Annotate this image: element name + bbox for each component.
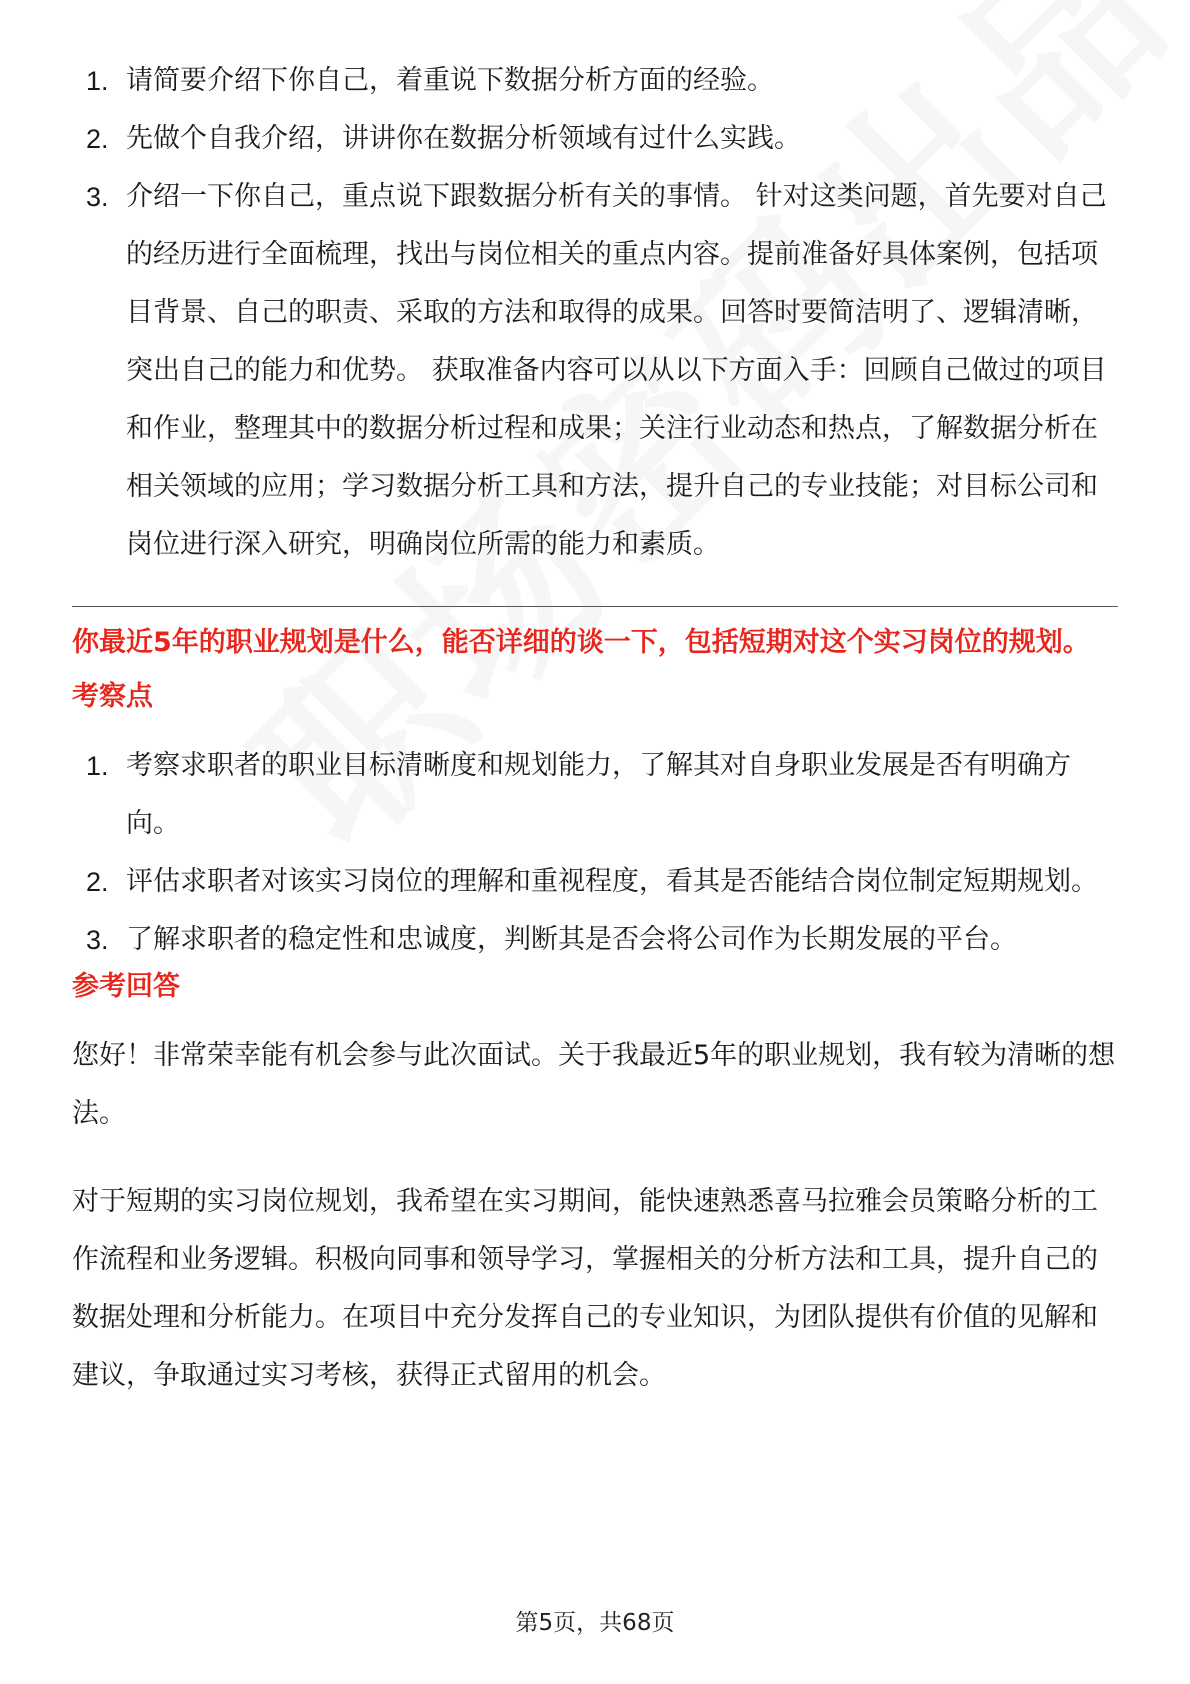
list-item	[72, 52, 1118, 110]
page-footer: 第5页，共68页	[515, 1610, 675, 1636]
list-text: 评估求职者对该实习岗位的理解和重视程度，看其是否能结合岗位制定短期规划。	[126, 866, 1098, 897]
intro-question-list	[72, 52, 1118, 574]
answer-heading: 参考回答	[72, 971, 180, 1002]
list-item	[72, 911, 1118, 969]
section-divider	[72, 606, 1118, 607]
list-text: 考察求职者的职业目标清晰度和规划能力，了解其对自身职业发展是否有明确方向。	[126, 750, 1071, 839]
list-text: 先做个自我介绍，讲讲你在数据分析领域有过什么实践。	[126, 123, 801, 154]
answer-paragraph: 对于短期的实习岗位规划，我希望在实习期间，能快速熟悉喜马拉雅会员策略分析的工作流程和业务逻辑。积极向同事和领导学习，掌握相关的分析方法和工具，提升自己的数据处理和分析能力。在项目中充分发挥自己的专业知识，为团队提供有价值的见解和建议，争取通过实习考核，获得正式留用的机会。	[72, 1186, 1098, 1391]
focus-list	[72, 737, 1118, 969]
list-number: 3.	[86, 925, 109, 955]
interview-question: 你最近5年的职业规划是什么，能否详细的谈一下，包括短期对这个实习岗位的规划。	[72, 627, 1090, 658]
answer-paragraph: 您好！非常荣幸能有机会参与此次面试。关于我最近5年的职业规划，我有较为清晰的想法。	[72, 1040, 1116, 1129]
list-item	[72, 737, 1118, 853]
page-content	[72, 52, 1118, 1435]
list-item	[72, 168, 1118, 574]
list-item	[72, 853, 1118, 911]
list-number: 1.	[86, 751, 109, 781]
list-text: 了解求职者的稳定性和忠诚度，判断其是否会将公司作为长期发展的平台。	[126, 924, 1017, 955]
list-number: 2.	[86, 124, 109, 154]
list-text: 请简要介绍下你自己，着重说下数据分析方面的经验。	[126, 65, 774, 96]
list-item	[72, 110, 1118, 168]
list-text: 介绍一下你自己，重点说下跟数据分析有关的事情。 针对这类问题，首先要对自己的经历进行全面梳理，找出与岗位相关的重点内容。提前准备好具体案例，包括项目背景、自己的职责、采取的方法和取得的成果。回答时要简洁明了、逻辑清晰，突出自己的能力和优势。 获取准备内容可以从以下方面入手：回顾自己做过的项目和作业，整理其中的数据分析过程和成果；关注行业动态和热点，了解数据分析在相关领域的应用；学习数据分析工具和方法，提升自己的专业技能；对目标公司和岗位进行深入研究，明确岗位所需的能力和素质。	[126, 181, 1107, 560]
focus-heading: 考察点	[72, 681, 153, 712]
list-number: 3.	[86, 182, 109, 212]
list-number: 2.	[86, 867, 109, 897]
list-number: 1.	[86, 66, 109, 96]
